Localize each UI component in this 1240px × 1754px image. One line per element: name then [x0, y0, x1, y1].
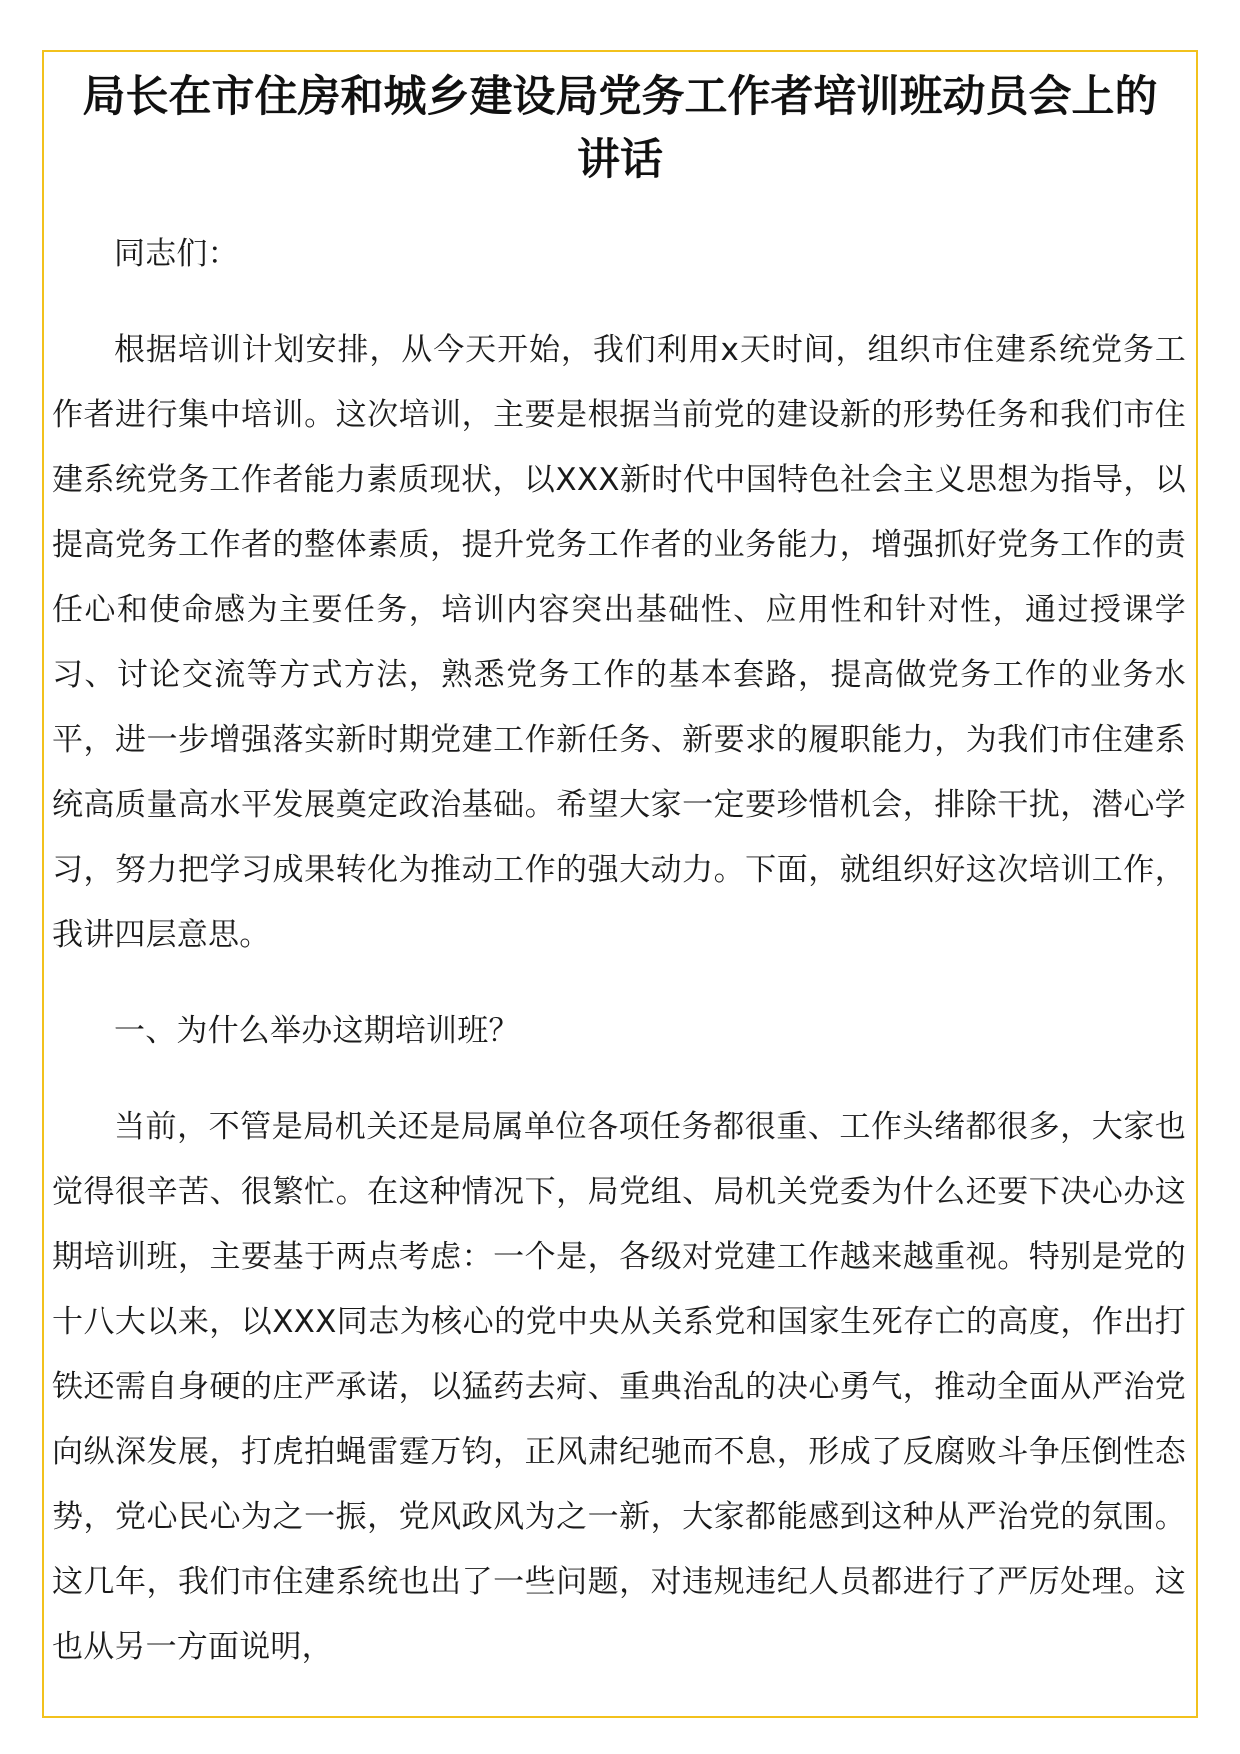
- body-paragraph: 当前，不管是局机关还是局属单位各项任务都很重、工作头绪都很多，大家也觉得很辛苦、很繁忙。在这种情况下，局党组、局机关党委为什么还要下决心办这期培训班，主要基于两点考虑：一个是，各级对党建工作越来越重视。特别是党的十八大以来，以XXX同志为核心的党中央从关系党和国家生死存亡的高度，作出打铁还需自身硬的庄严承诺，以猛药去疴、重典治乱的决心勇气，推动全面从严治党向纵深发展，打虎拍蝇雷霆万钧，正风肃纪驰而不息，形成了反腐败斗争压倒性态势，党心民心为之一振，党风政风为之一新，大家都能感到这种从严治党的氛围。这几年，我们市住建系统也出了一些问题，对违规违纪人员都进行了严厉处理。这也从另一方面说明，: [52, 1109, 1186, 1665]
- document-title: 局长在市住房和城乡建设局党务工作者培训班动员会上的讲话: [82, 72, 1158, 185]
- section-heading-1: 一、为什么举办这期培训班？: [114, 1013, 520, 1049]
- document-page: [42, 50, 1198, 1718]
- document-body: [44, 222, 1196, 1680]
- salutation-paragraph: 同志们：: [114, 236, 239, 272]
- intro-paragraph: 根据培训计划安排，从今天开始，我们利用x天时间，组织市住建系统党务工作者进行集中培训。这次培训，主要是根据当前党的建设新的形势任务和我们市住建系统党务工作者能力素质现状，以XXX新时代中国特色社会主义思想为指导，以提高党务工作者的整体素质，提升党务工作者的业务能力，增强抓好党务工作的责任心和使命感为主要任务，培训内容突出基础性、应用性和针对性，通过授课学习、讨论交流等方式方法，熟悉党务工作的基本套路，提高做党务工作的业务水平，进一步增强落实新时期党建工作新任务、新要求的履职能力，为我们市住建系统高质量高水平发展奠定政治基础。希望大家一定要珍惜机会，排除干扰，潜心学习，努力把学习成果转化为推动工作的强大动力。下面，就组织好这次培训工作，我讲四层意思。: [52, 332, 1186, 953]
